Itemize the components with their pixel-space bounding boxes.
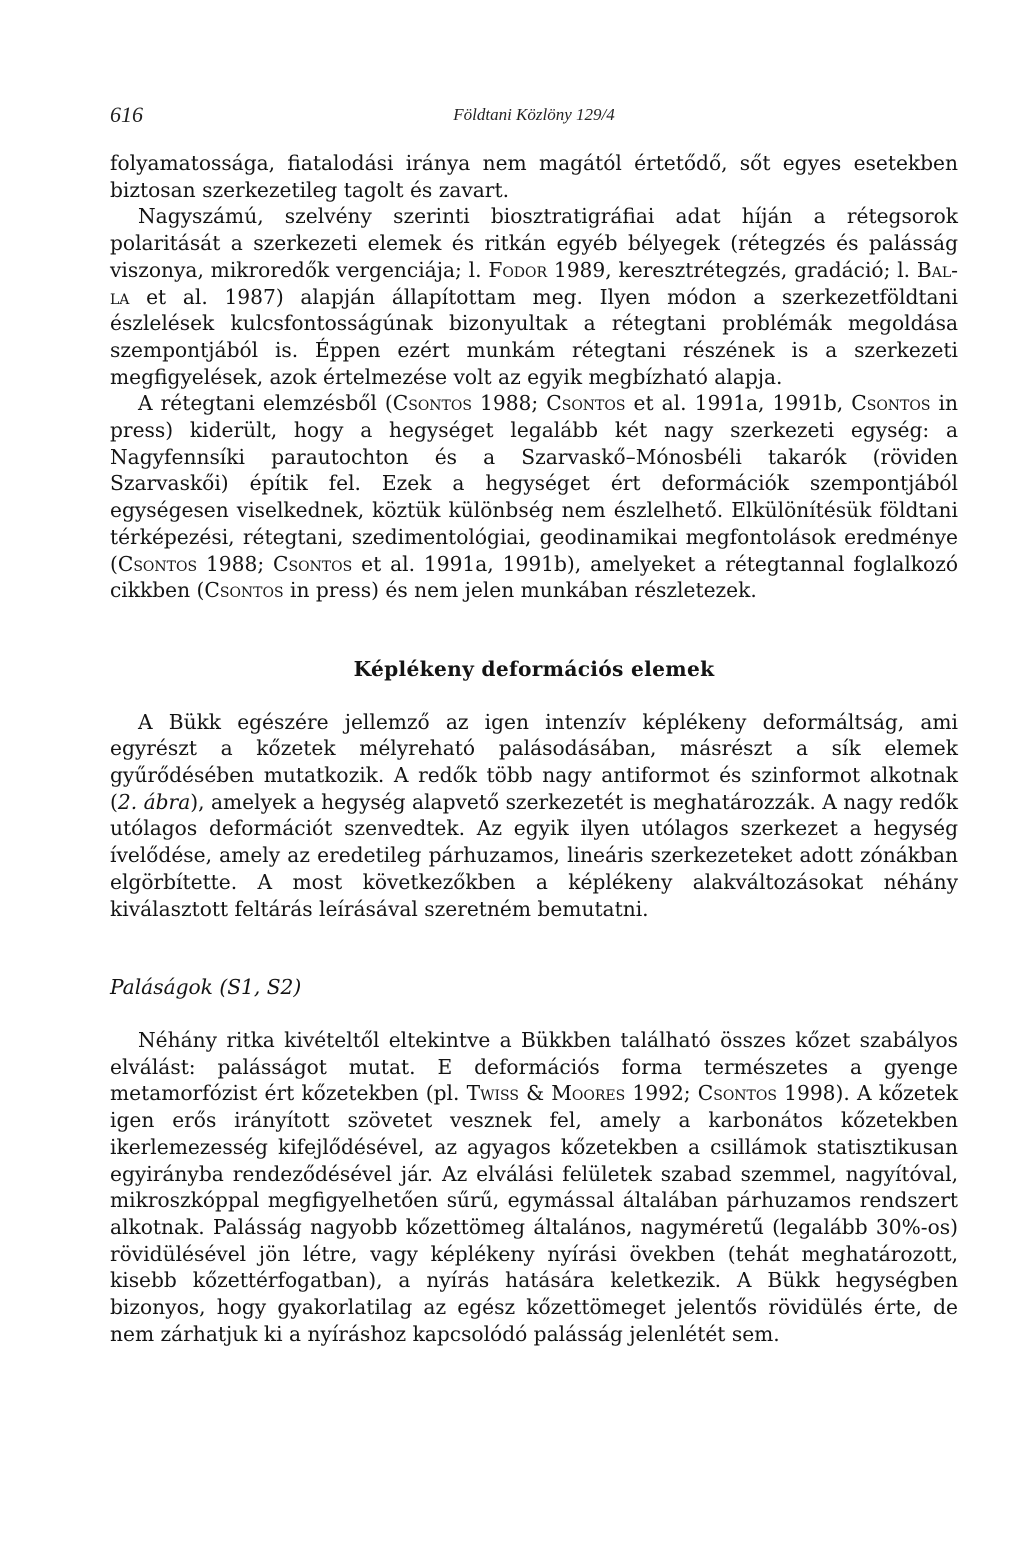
text-run: et al. 1991a, 1991b, (625, 391, 852, 416)
text-run: in press) kiderült, hogy a hegységet legalább két nagy szerkezeti egység: a Nagyfennsíki parautochton és a Szarvaskő–Mónosbéli takarók (röviden Szarvaskői) építik fel. Ezek a hegységet ért deformációk szempontjából egységesen viselkednek, köztük különbség nem észlelhető. Elkülönítésük földtani térképezési, rétegtani, szedimentológiai, geodinamikai megfontolások eredménye ( (110, 391, 958, 576)
author-citation: Csontos (392, 391, 472, 416)
text-run: 1988; (197, 551, 274, 576)
author-citation: Moores (551, 1081, 626, 1106)
paragraph-plastic-deformation (110, 709, 958, 923)
paragraph-cleavage (110, 1027, 958, 1347)
section-heading: Képlékeny deformációs elemek (353, 656, 715, 681)
text-run: 1998). A kőzetek igen erős irányított szövetet vesznek fel, amely a karbonátos kőzetekben ikerlemezesség kifejlődésével, az agyagos kőzetekben a csillámok statisztikusan egyirányba rendeződésével jár. Az elválási felületek szabad szemmel, nagyítóval, mikroszkóppal megfigyelhetően sűrű, egymással általában párhuzamos rendszert alkotnak. Palásság nagyobb kőzettömeg általános, nagyméretű (legalább 30%-os) rövidülésével jön létre, vagy képlékeny nyírási övekben (tehát meghatározott, kisebb kőzettérfogatban), a nyírás hatására keletkezik. A Bükk hegységben bizonyos, hogy gyakorlatilag az egész kőzettömeget jelentős rövidülés érte, de nem zárhatjuk ki a nyíráshoz kapcsolódó palásság jelenlétét sem. (110, 1081, 958, 1346)
subsection-heading: Paláságok (S1, S2) (110, 975, 302, 1000)
paragraph-stratigraphy (110, 390, 958, 604)
page-number: 616 (110, 102, 143, 127)
author-citation: Csontos (273, 551, 353, 576)
author-citation: Fodor (488, 257, 548, 282)
author-citation: Csontos (204, 578, 284, 603)
article-body (110, 150, 958, 1347)
text-run: Néhány ritka kivételtől eltekintve a Bükkben található összes kőzet szabályos elválást: palásságot mutat. E deformációs forma természetes a gyenge metamorfózist ért kőzetekben (pl. (110, 1027, 958, 1106)
text-run: Nagyszámú, szelvény szerinti biosztratigráfiai adat híján a rétegsorok polaritását a szerkezeti elemek és ritkán egyéb bélyegek (rétegzés és palásság viszonya, mikroredők vergenciája; l. (110, 204, 958, 282)
running-head (110, 102, 958, 128)
text-run: et al. 1991a, 1991b), amelyeket a rétegtannal foglalkozó cikkben ( (110, 551, 958, 603)
text-run: A rétegtani elemzésből ( (138, 391, 393, 416)
author-citation: Twiss (466, 1081, 519, 1106)
text-run: A Bükk egészére jellemző az igen intenzív képlékeny deformáltság, ami egyrészt a kőzetek mélyreható palásodásában, másrészt a sík elemek gyűrődésében mutatkozik. A redők több nagy antiformot és szinformot alkotnak ( (110, 709, 958, 814)
text-run: & (518, 1081, 552, 1106)
text-run: in press) és nem jelen munkában részletezek. (283, 578, 757, 603)
author-citation: Csontos (851, 391, 931, 416)
figure-reference: 2. ábra (117, 789, 191, 814)
author-citation: Csontos (117, 551, 198, 576)
text-run: 1989, keresztrétegzés, gradáció; l. (547, 257, 917, 282)
paragraph-polarity (110, 203, 958, 390)
text-run: 1992; (625, 1081, 698, 1106)
text-run: 1988; (471, 391, 547, 416)
journal-title: Földtani Közlöny 129/4 (453, 105, 615, 124)
paragraph-continued: folyamatossága, fiatalodási iránya nem magától értetődő, sőt egyes esetekben biztosan szerkezetileg tagolt és zavart. (110, 151, 958, 202)
author-citation: Csontos (546, 391, 626, 416)
author-citation: Bal-la (110, 257, 958, 309)
text-run: et al. 1987) alapján állapítottam meg. Ilyen módon a szerkezetföldtani észlelések kulcsfontosságúnak bizonyultak a rétegtani problémák megoldása szempontjából is. Éppen ezért munkám rétegtani részének is a szerkezeti megfigyelések, azok értelmezése volt az egyik megbízható alapja. (110, 284, 958, 389)
text-run: ), amelyek a hegység alapvető szerkezetét is meghatározzák. A nagy redők utólagos deformációt szenvedtek. Az egyik ilyen utólagos szerkezet a hegység ívelődése, amely az eredetileg párhuzamos, lineáris szerkezeteket adott zónákban elgörbítette. A most következőkben a képlékeny alakváltozásokat néhány kiválasztott feltárás leírásával szeretném bemutatni. (110, 789, 958, 921)
author-citation: Csontos (697, 1081, 777, 1106)
